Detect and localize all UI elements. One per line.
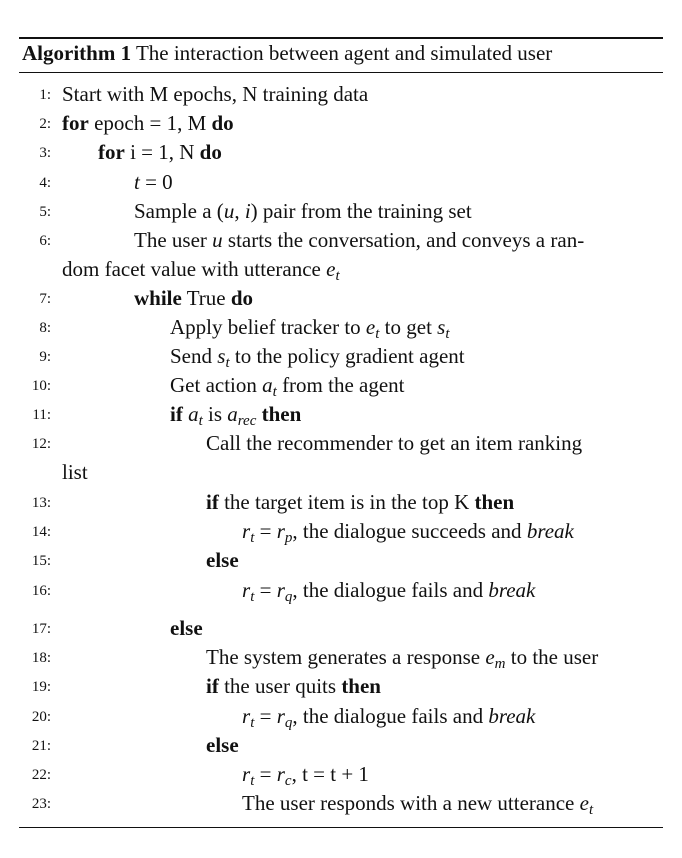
keyword: for xyxy=(62,111,89,135)
math-var: r xyxy=(276,578,285,602)
keyword: if xyxy=(170,402,183,426)
line-number: 1: xyxy=(39,87,51,103)
keyword: else xyxy=(206,548,239,572)
line-number: 5: xyxy=(39,204,51,220)
math-subscript: t xyxy=(250,589,255,605)
algo-line-12 xyxy=(0,431,682,460)
math-subscript: t xyxy=(225,355,230,371)
math-var: r xyxy=(242,519,251,543)
math-var: i xyxy=(244,199,251,223)
algorithm-label: Algorithm 1 xyxy=(22,41,132,65)
algo-line-5 xyxy=(0,199,682,228)
algo-line-11 xyxy=(0,402,682,431)
math-var: s xyxy=(217,344,226,368)
math-var: r xyxy=(276,762,285,786)
code-text: starts the conversation, and conveys a ran- xyxy=(222,228,585,252)
algo-line-12-continuation: list xyxy=(62,460,88,484)
line-number: 9: xyxy=(39,349,51,365)
keyword: do xyxy=(211,111,234,135)
math-var: a xyxy=(227,402,238,426)
code-text: , xyxy=(234,199,245,223)
algo-line-9 xyxy=(0,344,682,373)
code-text: , the dialogue fails and xyxy=(292,578,489,602)
line-number: 23: xyxy=(31,796,51,812)
math-var: u xyxy=(212,228,223,252)
algo-line-8 xyxy=(0,315,682,344)
math-var: r xyxy=(276,704,285,728)
math-subscript: rec xyxy=(237,413,257,429)
code-text: ) pair from the training set xyxy=(250,199,472,223)
code-text: = 0 xyxy=(139,170,173,194)
math-subscript: t xyxy=(198,413,203,429)
line-number: 18: xyxy=(31,650,51,666)
line-text xyxy=(242,578,535,606)
math-subscript: t xyxy=(272,384,277,400)
line-text xyxy=(242,762,369,790)
algo-line-23 xyxy=(0,791,682,820)
line-text xyxy=(170,373,405,401)
math-var: r xyxy=(242,704,251,728)
caption-rule xyxy=(19,72,663,73)
algo-line-13 xyxy=(0,490,682,519)
math-var: s xyxy=(437,315,446,339)
math-var: u xyxy=(223,199,235,223)
code-text: to the policy gradient agent xyxy=(229,344,465,368)
line-number: 2: xyxy=(39,116,51,132)
code-text: = xyxy=(254,519,277,543)
math-var: a xyxy=(262,373,273,397)
math-var: r xyxy=(242,762,251,786)
line-number: 6: xyxy=(39,233,51,249)
algo-line-22 xyxy=(0,762,682,791)
algo-line-20 xyxy=(0,704,682,733)
code-text: , the dialogue fails and xyxy=(292,704,489,728)
line-text: Call the recommender to get an item ranking xyxy=(206,431,583,455)
code-text: is xyxy=(202,402,228,426)
line-number: 16: xyxy=(31,583,51,599)
line-text xyxy=(242,791,593,819)
line-text xyxy=(206,548,239,573)
code-text: epoch = 1, M xyxy=(94,111,207,135)
code-text: The user responds with a new utterance xyxy=(242,791,580,815)
top-rule xyxy=(19,37,663,39)
algo-line-7 xyxy=(0,286,682,315)
line-text xyxy=(206,733,239,758)
math-subscript: m xyxy=(494,656,506,672)
algo-line-17 xyxy=(0,616,682,645)
line-text xyxy=(206,645,598,673)
code-text: to get xyxy=(379,315,438,339)
math-var: e xyxy=(579,791,589,815)
line-number: 15: xyxy=(31,553,51,569)
keyword: then xyxy=(474,490,515,514)
code-text: Apply belief tracker to xyxy=(170,315,366,339)
code-text: to the user xyxy=(505,645,599,669)
math-var: a xyxy=(188,402,199,426)
math-subscript: q xyxy=(284,589,293,605)
math-var: e xyxy=(485,645,495,669)
keyword: do xyxy=(199,140,222,164)
code-text: = xyxy=(254,762,277,786)
keyword: then xyxy=(261,402,302,426)
line-text xyxy=(242,704,535,732)
line-number: 11: xyxy=(32,407,51,423)
keyword: if xyxy=(206,674,219,698)
keyword: do xyxy=(230,286,254,310)
keyword: else xyxy=(170,616,203,640)
algo-line-2 xyxy=(0,111,682,140)
line-text xyxy=(62,111,234,136)
line-number: 17: xyxy=(31,621,51,637)
algo-line-3 xyxy=(0,140,682,169)
code-text: True xyxy=(186,286,226,310)
code-text: Get action xyxy=(170,373,263,397)
algo-line-4 xyxy=(0,170,682,199)
line-number: 19: xyxy=(31,679,51,695)
math-subscript: p xyxy=(284,530,293,546)
line-text xyxy=(134,199,472,224)
code-text: Send xyxy=(170,344,218,368)
algorithm-title: The interaction between agent and simulated user xyxy=(135,41,553,65)
code-text: = xyxy=(254,704,277,728)
math-var: r xyxy=(276,519,285,543)
line-text xyxy=(134,170,173,195)
algo-line-19 xyxy=(0,674,682,703)
math-subscript: t xyxy=(250,530,255,546)
algo-line-14 xyxy=(0,519,682,548)
algorithm-caption xyxy=(22,41,552,66)
algo-line-10 xyxy=(0,373,682,402)
keyword: for xyxy=(98,140,125,164)
math-var: r xyxy=(242,578,251,602)
code-text: the target item is in the top K xyxy=(224,490,470,514)
line-text xyxy=(134,286,253,311)
line-number: 22: xyxy=(31,767,51,783)
code-text: , t = t + 1 xyxy=(291,762,369,786)
line-number: 3: xyxy=(39,145,51,161)
algo-line-6-continuation xyxy=(62,257,340,285)
math-subscript: t xyxy=(375,326,380,342)
algo-line-21 xyxy=(0,733,682,762)
line-number: 14: xyxy=(31,524,51,540)
math-subscript: t xyxy=(335,268,340,284)
line-number: 4: xyxy=(39,175,51,191)
line-number: 10: xyxy=(31,378,51,394)
keyword: then xyxy=(341,674,381,698)
line-number: 7: xyxy=(39,291,51,307)
code-text: the user quits xyxy=(224,674,337,698)
math-subscript: c xyxy=(284,773,292,789)
keyword: while xyxy=(134,286,182,310)
bottom-rule xyxy=(19,827,663,828)
line-text xyxy=(206,490,514,515)
line-text xyxy=(170,402,301,430)
math-subscript: t xyxy=(588,802,594,818)
code-text: i = 1, N xyxy=(130,140,195,164)
code-text: Sample a ( xyxy=(134,199,224,223)
line-text xyxy=(134,228,584,253)
math-var: e xyxy=(326,257,336,281)
break-keyword: break xyxy=(526,519,574,543)
line-text xyxy=(170,616,203,641)
line-text xyxy=(170,315,450,343)
code-text: , the dialogue succeeds and xyxy=(292,519,527,543)
line-number: 13: xyxy=(31,495,51,511)
code-text: dom facet value with utterance xyxy=(62,257,327,281)
math-var: e xyxy=(365,315,376,339)
line-text xyxy=(98,140,222,165)
algo-line-1 xyxy=(0,82,682,111)
algo-line-16 xyxy=(0,578,682,607)
math-subscript: q xyxy=(284,715,293,731)
line-text xyxy=(242,519,574,547)
math-subscript: t xyxy=(250,715,255,731)
code-text: from the agent xyxy=(276,373,405,397)
math-var: t xyxy=(134,170,140,194)
line-number: 20: xyxy=(31,709,51,725)
break-keyword: break xyxy=(488,578,536,602)
algo-line-6 xyxy=(0,228,682,257)
line-text: Start with M epochs, N training data xyxy=(62,82,369,106)
code-text: = xyxy=(254,578,277,602)
keyword: else xyxy=(206,733,239,757)
code-text: The system generates a response xyxy=(206,645,486,669)
line-number: 21: xyxy=(31,738,51,754)
math-subscript: t xyxy=(250,773,255,789)
algo-line-15 xyxy=(0,548,682,577)
line-text xyxy=(206,674,381,699)
break-keyword: break xyxy=(488,704,536,728)
code-text: The user xyxy=(134,228,213,252)
line-number: 8: xyxy=(39,320,51,336)
line-text xyxy=(170,344,465,372)
math-subscript: t xyxy=(445,326,450,342)
algo-line-18 xyxy=(0,645,682,674)
keyword: if xyxy=(206,490,219,514)
line-number: 12: xyxy=(31,436,51,452)
